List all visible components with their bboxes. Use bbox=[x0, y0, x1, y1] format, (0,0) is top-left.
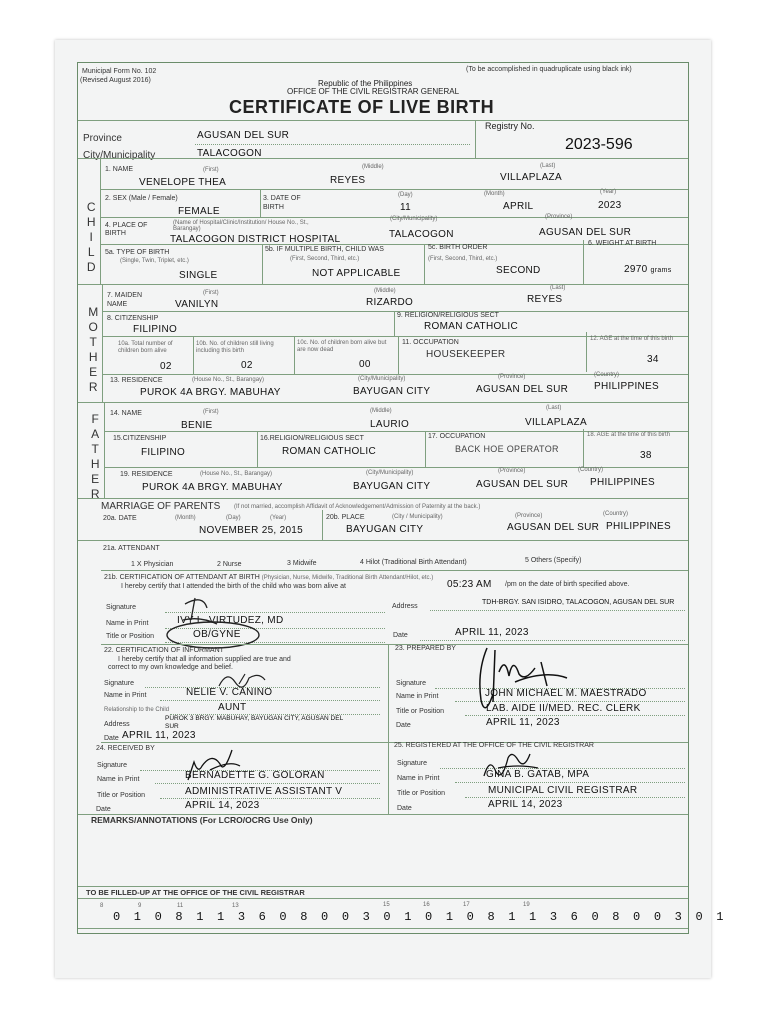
received-signature bbox=[180, 746, 250, 786]
father-residence-label: 19. RESIDENCE bbox=[120, 471, 173, 478]
republic-line: Republic of the Philippines bbox=[318, 79, 413, 88]
father-first-name: BENIE bbox=[181, 420, 213, 431]
prepared-name: JOHN MICHAEL M. MAESTRADO bbox=[485, 688, 647, 699]
field-number-19: 19 bbox=[523, 902, 530, 908]
registered-date: APRIL 14, 2023 bbox=[488, 799, 563, 810]
prepared-signature bbox=[455, 642, 575, 722]
prepared-signature-label: Signature bbox=[396, 680, 426, 687]
attendant-date-label: Date bbox=[393, 632, 408, 639]
informant-relation-label: Relationship to the Child bbox=[104, 707, 170, 713]
attendant-title: OB/GYNE bbox=[193, 629, 241, 640]
child-middle-name: REYES bbox=[330, 175, 366, 186]
children-dead: 00 bbox=[359, 359, 371, 370]
marriage-city: BAYUGAN CITY bbox=[346, 524, 424, 535]
registered-signature-label: Signature bbox=[397, 760, 427, 767]
marriage-place-label: 20b. PLACE bbox=[326, 514, 365, 521]
father-residence-city: BAYUGAN CITY bbox=[353, 481, 431, 492]
father-occupation-label: 17. OCCUPATION bbox=[428, 433, 486, 440]
sex-label: 2. SEX (Male / Female) bbox=[105, 195, 178, 202]
birth-order: SECOND bbox=[496, 265, 541, 276]
mother-last-name: REYES bbox=[527, 294, 563, 305]
father-side-label: FATHER bbox=[88, 412, 103, 502]
child-name-label: 1. NAME bbox=[105, 166, 134, 173]
attendant-cert-label: 21b. CERTIFICATION OF ATTENDANT AT BIRTH (Physician, Nurse, Midwife, Traditional Birth Attendant/Hilot, etc.) bbox=[104, 574, 434, 581]
office-line: OFFICE OF THE CIVIL REGISTRAR GENERAL bbox=[287, 87, 460, 96]
attendant-name-label: Name in Print bbox=[106, 620, 149, 627]
marriage-date-label: 20a. DATE bbox=[103, 515, 137, 522]
children-born-alive: 02 bbox=[160, 361, 172, 372]
informant-relation: AUNT bbox=[218, 702, 247, 713]
mother-residence-street: PUROK 4A BRGY. MABUHAY bbox=[140, 387, 281, 398]
father-residence-street: PUROK 4A BRGY. MABUHAY bbox=[142, 482, 283, 493]
mother-residence-country: PHILIPPINES bbox=[594, 381, 659, 392]
child-last-name: VILLAPLAZA bbox=[500, 172, 562, 183]
attendant-option-physician: 1 X Physician bbox=[131, 561, 174, 568]
registered-label: 25. REGISTERED AT THE OFFICE OF THE CIVIL REGISTRAR bbox=[394, 742, 594, 749]
ink-instruction: (To be accomplished in quadruplicate using black ink) bbox=[466, 66, 632, 73]
father-religion: ROMAN CATHOLIC bbox=[282, 446, 377, 457]
footer-label: TO BE FILLED-UP AT THE OFFICE OF THE CIVIL REGISTRAR bbox=[86, 888, 305, 897]
attendant-signature-label: Signature bbox=[106, 604, 136, 611]
pob-province: AGUSAN DEL SUR bbox=[539, 227, 632, 238]
birth-order-label: 5c. BIRTH ORDER bbox=[428, 244, 488, 251]
father-citizenship-label: 15.CITIZENSHIP bbox=[113, 435, 167, 442]
birth-type-label: 5a. TYPE OF BIRTH bbox=[105, 249, 170, 256]
child-first-name: VENELOPE THEA bbox=[139, 177, 227, 188]
attendant-option-hilot: 4 Hilot (Traditional Birth Attendant) bbox=[360, 559, 467, 566]
pob-city: TALACOGON bbox=[389, 229, 454, 240]
registered-title: MUNICIPAL CIVIL REGISTRAR bbox=[488, 785, 638, 796]
father-citizenship: FILIPINO bbox=[141, 447, 186, 458]
registry-label: Registry No. bbox=[485, 121, 535, 131]
attendant-cert-text: I hereby certify that I attended the birth of the child who was born alive at bbox=[121, 583, 346, 590]
mother-first-name: VANILYN bbox=[175, 299, 219, 310]
mother-residence-city: BAYUGAN CITY bbox=[353, 386, 431, 397]
informant-signature-label: Signature bbox=[104, 680, 134, 687]
informant-date-label: Date bbox=[104, 735, 119, 742]
attendant-signature bbox=[165, 590, 265, 650]
registered-title-label: Title or Position bbox=[397, 790, 445, 797]
mother-residence-label: 13. RESIDENCE bbox=[110, 377, 163, 384]
mother-side-label: MOTHER bbox=[86, 305, 101, 395]
received-title: ADMINISTRATIVE ASSISTANT V bbox=[185, 786, 343, 797]
child-sex: FEMALE bbox=[178, 206, 220, 217]
received-date-label: Date bbox=[96, 806, 111, 813]
attendant-option-others: 5 Others (Specify) bbox=[525, 557, 582, 564]
attendant-option-nurse: 2 Nurse bbox=[217, 561, 242, 568]
registered-name: GINA B. GATAB, MPA bbox=[486, 769, 590, 780]
city-label: City/Municipality bbox=[83, 150, 156, 161]
mother-religion-label: 9. RELIGION/RELIGIOUS SECT bbox=[397, 312, 499, 319]
field-number-11: 11 bbox=[177, 903, 184, 909]
birth-month: APRIL bbox=[503, 201, 534, 212]
field-number-8: 8 bbox=[100, 903, 104, 909]
prepared-label: 23. PREPARED BY bbox=[395, 645, 456, 652]
attendant-label: 21a. ATTENDANT bbox=[103, 545, 160, 552]
received-signature-label: Signature bbox=[97, 762, 127, 769]
received-date: APRIL 14, 2023 bbox=[185, 800, 260, 811]
informant-label: 22. CERTIFICATION OF INFORMANT bbox=[104, 647, 224, 654]
registered-signature bbox=[478, 746, 548, 782]
birth-type: SINGLE bbox=[179, 270, 218, 281]
civil-registrar-codes: 0 1 0 8 1 1 3 6 0 8 0 0 3 0 1 0 1 0 8 1 1 3 6 0 8 0 0 3 0 1 bbox=[113, 910, 727, 924]
field-number-17: 17 bbox=[463, 902, 470, 908]
mother-religion: ROMAN CATHOLIC bbox=[424, 321, 519, 332]
informant-address: PUROK 3 BRGY. MABUHAY, BAYUGAN CITY, AGUSAN DEL bbox=[165, 715, 344, 722]
province-label: Province bbox=[83, 133, 122, 144]
mother-residence-province: AGUSAN DEL SUR bbox=[476, 384, 569, 395]
attendant-date: APRIL 11, 2023 bbox=[455, 627, 529, 638]
marriage-province: AGUSAN DEL SUR bbox=[507, 522, 600, 533]
marriage-date: NOVEMBER 25, 2015 bbox=[199, 525, 304, 536]
mother-occupation: HOUSEKEEPER bbox=[426, 349, 506, 360]
pob-label: 4. PLACE OF BIRTH bbox=[105, 222, 148, 238]
maiden-name-label: 7. MAIDEN NAME bbox=[107, 292, 143, 309]
mother-occupation-label: 11. OCCUPATION bbox=[402, 339, 459, 346]
received-name-label: Name in Print bbox=[97, 776, 140, 783]
received-label: 24. RECEIVED BY bbox=[96, 745, 155, 752]
birth-day: 11 bbox=[400, 202, 411, 213]
registry-number: 2023-596 bbox=[565, 136, 633, 153]
mother-citizenship: FILIPINO bbox=[133, 324, 178, 335]
prepared-date: APRIL 11, 2023 bbox=[486, 717, 560, 728]
father-residence-province: AGUSAN DEL SUR bbox=[476, 479, 569, 490]
mother-age: 34 bbox=[647, 354, 659, 365]
child-side-label: CHILD bbox=[84, 200, 99, 275]
birth-time: 05:23 AM bbox=[447, 579, 492, 590]
birth-year: 2023 bbox=[598, 200, 622, 211]
prepared-title: LAB. AIDE II/MED. REC. CLERK bbox=[486, 703, 641, 714]
birth-weight-label: 6. WEIGHT AT BIRTH bbox=[588, 240, 657, 247]
informant-address-label: Address bbox=[104, 721, 130, 728]
attendant-title-label: Title or Position bbox=[106, 633, 154, 640]
prepared-title-label: Title or Position bbox=[396, 708, 444, 715]
informant-date: APRIL 11, 2023 bbox=[122, 730, 196, 741]
informant-name-label: Name in Print bbox=[104, 692, 147, 699]
certificate-title: CERTIFICATE OF LIVE BIRTH bbox=[229, 97, 495, 117]
multiple-birth-label: 5b. IF MULTIPLE BIRTH, CHILD WAS bbox=[265, 246, 384, 253]
father-religion-label: 16.RELIGION/RELIGIOUS SECT bbox=[260, 435, 364, 442]
mother-middle-name: RIZARDO bbox=[366, 297, 414, 308]
marriage-title: MARRIAGE OF PARENTS bbox=[101, 501, 221, 512]
informant-name: NELIE V. CANINO bbox=[186, 687, 273, 698]
children-living: 02 bbox=[241, 360, 253, 371]
field-number-16: 16 bbox=[423, 902, 430, 908]
birth-weight: 2970 grams bbox=[624, 264, 672, 275]
father-middle-name: LAURIO bbox=[370, 419, 410, 430]
province-value: AGUSAN DEL SUR bbox=[197, 130, 290, 141]
marriage-country: PHILIPPINES bbox=[606, 521, 671, 532]
received-name: BERNADETTE G. GOLORAN bbox=[185, 770, 325, 781]
form-number: Municipal Form No. 102 bbox=[82, 68, 157, 75]
field-number-13: 13 bbox=[232, 903, 239, 909]
registered-date-label: Date bbox=[397, 805, 412, 812]
dob-label: 3. DATE OF BIRTH bbox=[263, 195, 301, 212]
multiple-birth: NOT APPLICABLE bbox=[312, 268, 401, 279]
attendant-name: IVY L. VIRTUDEZ, MD bbox=[177, 615, 284, 626]
field-number-9: 9 bbox=[138, 903, 142, 909]
attendant-option-midwife: 3 Midwife bbox=[287, 560, 317, 567]
city-value: TALACOGON bbox=[197, 148, 262, 159]
prepared-date-label: Date bbox=[396, 722, 411, 729]
attendant-address-label: Address bbox=[392, 603, 418, 610]
attendant-address: TDH-BRGY. SAN ISIDRO, TALACOGON, AGUSAN DEL SUR bbox=[482, 599, 675, 606]
prepared-name-label: Name in Print bbox=[396, 693, 439, 700]
remarks-label: REMARKS/ANNOTATIONS (For LCRO/OCRG Use Only) bbox=[91, 815, 313, 825]
registered-name-label: Name in Print bbox=[397, 775, 440, 782]
pob-hospital: TALACOGON DISTRICT HOSPITAL bbox=[170, 234, 341, 245]
father-residence-country: PHILIPPINES bbox=[590, 477, 655, 488]
father-name-label: 14. NAME bbox=[110, 410, 142, 417]
field-number-15: 15 bbox=[383, 902, 390, 908]
father-age: 38 bbox=[640, 450, 652, 461]
father-occupation: BACK HOE OPERATOR bbox=[455, 444, 559, 454]
informant-signature bbox=[215, 668, 275, 692]
received-title-label: Title or Position bbox=[97, 792, 145, 799]
father-last-name: VILLAPLAZA bbox=[525, 417, 587, 428]
revised-date: (Revised August 2016) bbox=[80, 77, 151, 84]
mother-citizenship-label: 8. CITIZENSHIP bbox=[107, 315, 159, 322]
